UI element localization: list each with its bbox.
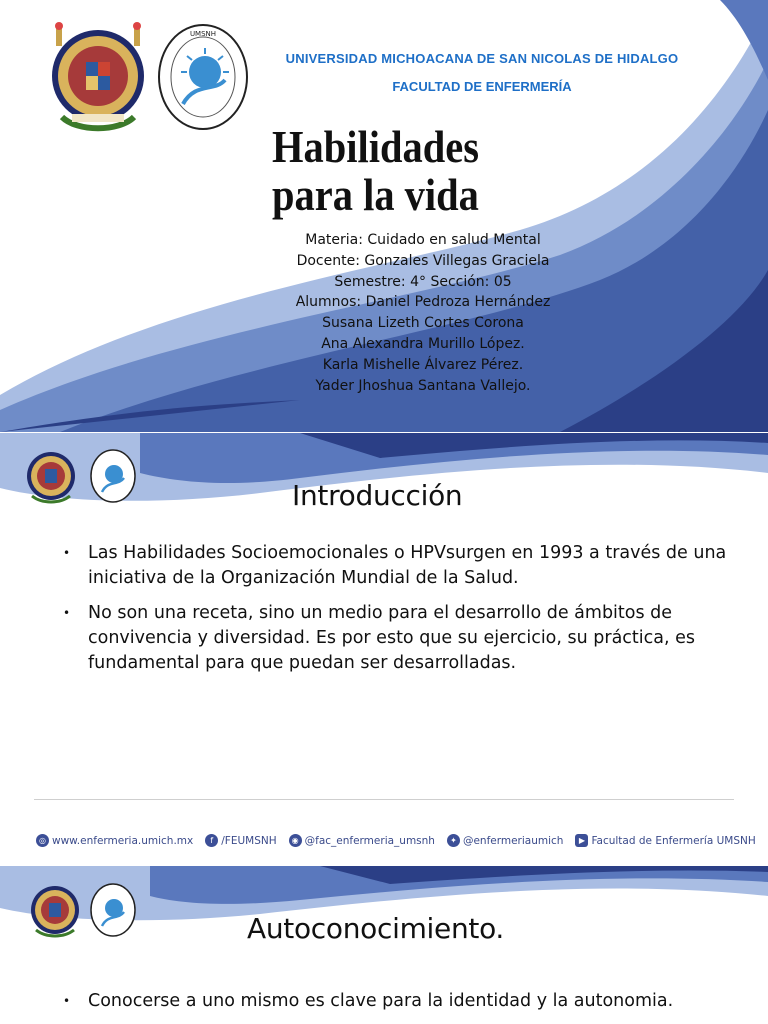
university-seal-icon	[42, 22, 154, 132]
faculty-seal-icon	[155, 22, 251, 132]
slide-title	[0, 0, 768, 432]
footer-facebook[interactable]: f /FEUMSNH	[205, 834, 276, 847]
title-line-1: Habilidades	[272, 121, 479, 172]
bullet-item: • No son una receta, sino un medio para el desarrollo de ámbitos de convivencia y diversidad. Es por esto que su ejercicio, su práctica, es fundamental para que puedan ser desarrolladas.	[63, 601, 733, 676]
twitter-icon: ✦	[447, 834, 460, 847]
faculty-seal-icon	[88, 448, 138, 504]
slide-introduccion	[0, 433, 768, 865]
faculty-seal-icon	[88, 882, 138, 938]
instagram-icon: ◉	[289, 834, 302, 847]
info-line: Docente: Gonzales Villegas Graciela	[296, 252, 550, 269]
globe-icon: ◎	[36, 834, 49, 847]
bullet-item: • Las Habilidades Socioemocionales o HPVsurgen en 1993 a través de una iniciativa de la Organización Mundial de la Salud.	[63, 541, 733, 591]
bullet-list	[63, 541, 733, 686]
footer-youtube[interactable]: ▶ Facultad de Enfermería UMSNH	[575, 834, 755, 847]
title-line-2: para la vida	[272, 169, 479, 220]
presentation-info	[223, 230, 623, 396]
university-seal-icon	[28, 882, 82, 938]
footer-website[interactable]: ◎ www.enfermeria.umich.mx	[36, 834, 193, 847]
slide-heading: Introducción	[292, 479, 463, 512]
footer-instagram[interactable]: ◉ @fac_enfermeria_umsnh	[289, 834, 435, 847]
youtube-icon: ▶	[575, 834, 588, 847]
bullet-list	[63, 989, 733, 1024]
slide-heading: Autoconocimiento.	[247, 912, 505, 945]
facebook-icon: f	[205, 834, 218, 847]
info-line: Yader Jhoshua Santana Vallejo.	[315, 377, 531, 394]
social-footer	[36, 834, 756, 847]
footer-divider	[34, 799, 734, 800]
info-line: Materia: Cuidado en salud Mental	[305, 232, 541, 248]
presentation-title	[272, 123, 536, 219]
university-name: UNIVERSIDAD MICHOACANA DE SAN NICOLAS DE HIDALGO	[285, 51, 679, 66]
slide-autoconocimiento	[0, 866, 768, 1024]
footer-twitter[interactable]: ✦ @enfermeriaumich	[447, 834, 564, 847]
bullet-item: • Conocerse a uno mismo es clave para la identidad y la autonomia.	[63, 989, 733, 1014]
info-line: Susana Lizeth Cortes Corona	[322, 315, 524, 332]
info-line: Semestre: 4° Sección: 05	[334, 273, 512, 290]
seal-label: UMSNH	[189, 30, 217, 38]
info-line: Karla Mishelle Álvarez Pérez.	[322, 356, 524, 373]
university-seal-icon	[24, 448, 78, 504]
faculty-name: FACULTAD DE ENFERMERÍA	[392, 79, 572, 94]
info-line: Alumnos: Daniel Pedroza Hernández	[295, 294, 551, 311]
info-line: Ana Alexandra Murillo López.	[321, 335, 525, 352]
